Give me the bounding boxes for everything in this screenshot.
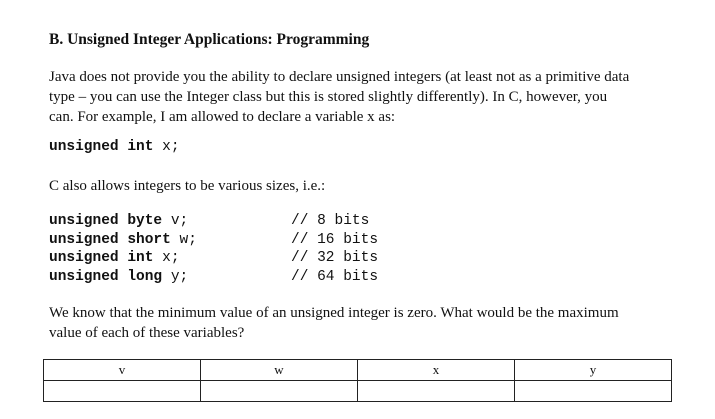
declaration-row <box>49 268 449 287</box>
answer-cell-y[interactable] <box>515 381 672 402</box>
code-rest: v; <box>162 213 189 229</box>
declarations-code-block <box>49 212 449 286</box>
code-rest: w; <box>170 231 197 248</box>
question-paragraph <box>49 303 619 343</box>
code-keyword: unsigned byte <box>49 213 163 229</box>
declaration <box>49 212 188 231</box>
bit-size-comment: // 64 bits <box>291 268 379 285</box>
answer-table-header-row <box>44 360 672 381</box>
answer-table <box>43 359 672 402</box>
intro-line: can. For example, I am allowed to declare a variable x as: <box>49 109 396 125</box>
bit-size-comment: // 8 bits <box>291 213 370 229</box>
example-code-line <box>49 139 180 155</box>
code-rest: y; <box>162 268 189 285</box>
answer-cell-w[interactable] <box>201 381 358 402</box>
intro-paragraph <box>49 67 629 127</box>
code-keyword: unsigned long <box>49 268 163 285</box>
declaration-row <box>49 249 449 268</box>
question-line: We know that the minimum value of an unsigned integer is zero. What would be the maximum <box>49 305 619 321</box>
intro-line: type – you can use the Integer class but this is stored slightly differently). In C, however, you <box>49 89 608 105</box>
header-cell-x: x <box>358 360 515 381</box>
intro-line: Java does not provide you the ability to declare unsigned integers (at least not as a primitive data <box>49 69 630 85</box>
code-rest: x; <box>153 250 180 266</box>
answer-cell-x[interactable] <box>358 381 515 402</box>
code-keyword: unsigned short <box>49 231 171 248</box>
declaration <box>49 231 197 250</box>
code-keyword: unsigned int <box>49 250 154 266</box>
code-rest: x; <box>153 139 180 155</box>
declaration <box>49 268 188 287</box>
header-cell-v: v <box>44 360 201 381</box>
header-cell-w: w <box>201 360 358 381</box>
bit-size-comment: // 16 bits <box>291 231 379 248</box>
declaration-row <box>49 231 449 250</box>
sizes-paragraph: C also allows integers to be various sizes, i.e.: <box>49 178 326 194</box>
declaration-row <box>49 212 449 231</box>
section-heading: B. Unsigned Integer Applications: Programming <box>49 31 370 48</box>
answer-cell-v[interactable] <box>44 381 201 402</box>
bit-size-comment: // 32 bits <box>291 250 379 266</box>
code-keyword: unsigned int <box>49 139 154 155</box>
declaration <box>49 249 180 268</box>
question-line: value of each of these variables? <box>49 325 245 341</box>
header-cell-y: y <box>515 360 672 381</box>
answer-table-input-row <box>44 381 672 402</box>
